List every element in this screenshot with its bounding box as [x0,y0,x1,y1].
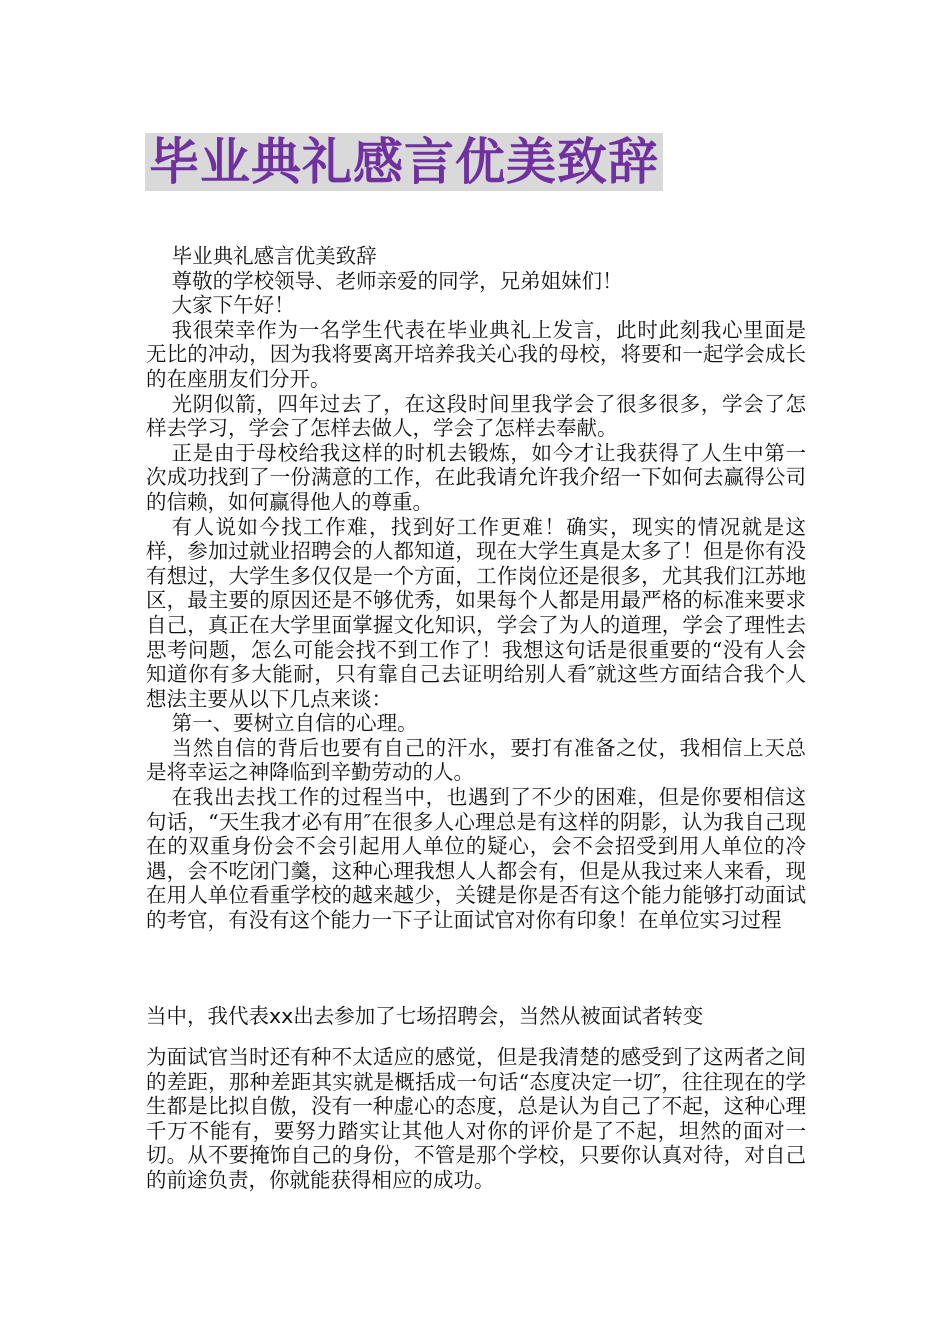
page-break-line: 当中，我代表xx出去参加了七场招聘会，当然从被面试者转变 [146,1004,704,1028]
body-paragraph: 当然自信的背后也要有自己的汗水，要打有准备之仗，我相信上天总是将幸运之神降临到辛勤劳动的人。 [146,735,806,785]
body-paragraph: 第一、要树立自信的心理。 [171,711,418,736]
body-paragraph: 光阴似箭，四年过去了，在这段时间里我学会了很多很多，学会了怎样去学习，学会了怎样去做人，学会了怎样去奉献。 [146,391,806,441]
document-title: 毕业典礼感言优美致辞 [145,133,663,191]
body-paragraph: 尊敬的学校领导、老师亲爱的同学，兄弟姐妹们！ [171,268,623,293]
body-paragraph: 有人说如今找工作难，找到好工作更难！确实，现实的情况就是这样，参加过就业招聘会的人都知道，现在大学生真是太多了！但是你有没有想过，大学生多仅仅是一个方面，工作岗位还是很多，尤其我们江苏地区，最主要的原因还是不够优秀，如果每个人都是用最严格的标准来要求自己，真正在大学里面掌握文化知识，学会了为人的道理，学会了理性去思考问题，怎么可能会找不到工作了！我想这句话是很重要的“没有人会知道你有多大能耐，只有靠自己去证明给别人看″就这些方面结合我个人想法主要从以下几点来谈： [146,514,806,711]
body-paragraph: 正是由于母校给我这样的时机去锻炼，如今才让我获得了人生中第一次成功找到了一份满意的工作，在此我请允许我介绍一下如何去赢得公司的信赖，如何赢得他人的尊重。 [146,440,806,514]
body-paragraph: 为面试官当时还有种不太适应的感觉，但是我清楚的感受到了这两者之间的差距，那种差距其实就是概括成一句话“态度决定一切″，往往现在的学生都是比拟自傲，没有一种虚心的态度，总是认为自己了不起，这种心理千万不能有，要努力踏实让其他人对你的评价是了不起，坦然的面对一切。从不要掩饰自己的身份，不管是那个学校，只要你认真对待，对自己的前途负责，你就能获得相应的成功。 [146,1045,806,1192]
body-paragraph: 在我出去找工作的过程当中，也遇到了不少的困难，但是你要相信这句话，“天生我才必有用″在很多人心理总是有这样的阴影，认为我自己现在的双重身份会不会引起用人单位的疑心，会不会招受到用人单位的冷遇，会不吃闭门羹，这种心理我想人人都会有，但是从我过来人来看，现在用人单位看重学校的越来越少，关键是你是否有这个能力能够打动面试的考官，有没有这个能力一下子让面试官对你有印象！在单位实习过程 [146,785,806,933]
body-paragraph: 我很荣幸作为一名学生代表在毕业典礼上发言，此时此刻我心里面是无比的冲动，因为我将要离开培养我关心我的母校，将要和一起学会成长的在座朋友们分开。 [146,317,806,391]
document-body-continued [146,1045,806,1193]
body-paragraph: 大家下午好！ [171,293,295,318]
document-body [146,244,806,933]
body-paragraph: 毕业典礼感言优美致辞 [171,244,377,268]
